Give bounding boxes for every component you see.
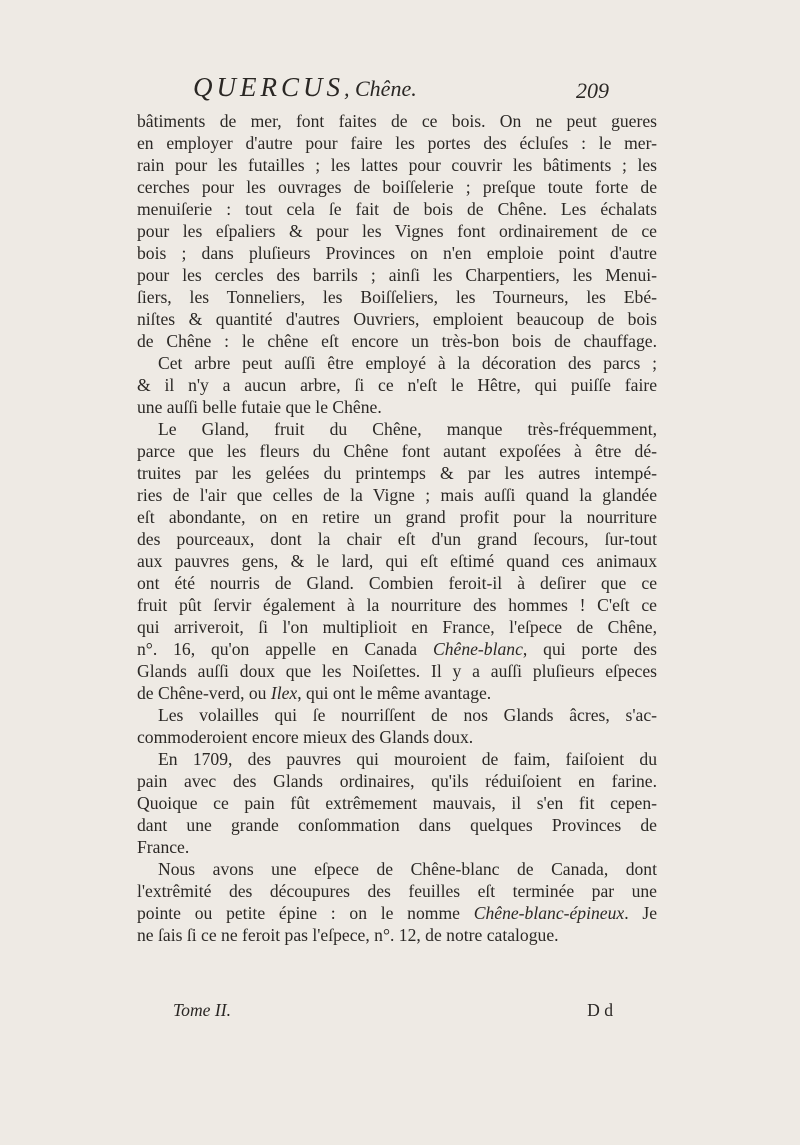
italic-term: Chêne-blanc-épineux [473, 903, 625, 923]
genus-title: QUERCUS [193, 72, 344, 102]
volume-label: Tome II. [173, 1000, 231, 1020]
text-line: ſiers, les Tonneliers, les Boiſſeliers, les Tourneurs, les Ebé- [137, 287, 657, 307]
text-run: , qui ont le même avantage. [297, 683, 492, 703]
text-line [137, 638, 657, 660]
text-line: aux pauvres gens, & le lard, qui eſt eſtimé quand ces animaux [137, 551, 657, 571]
text-line: qui arriveroit, ſi l'on multiplioit en France, l'eſpece de Chêne, [137, 617, 657, 637]
italic-term: Chêne-blanc [432, 639, 523, 659]
text-run: de Chêne-verd, ou [137, 683, 267, 703]
text-line: niſtes & quantité d'autres Ouvriers, emploient beaucoup de bois [137, 309, 657, 329]
text-line: ont été nourris de Gland. Combien feroit-il à deſirer que ce [137, 573, 657, 593]
signature-mark: D d [587, 1000, 613, 1020]
text-line: Le Gland, fruit du Chêne, manque très-fréquemment, [158, 419, 657, 439]
running-title [193, 72, 417, 103]
text-line: menuiſerie : tout cela ſe fait de bois de Chêne. Les échalats [137, 199, 657, 219]
text-line: eſt abondante, on en retire un grand profit pour la nourriture [137, 507, 657, 527]
text-line: Glands auſſi doux que les Noiſettes. Il y a auſſi pluſieurs eſpeces [137, 661, 657, 681]
text-line: en employer d'autre pour faire les portes des écluſes : le mer- [137, 133, 657, 153]
page-number: 209 [576, 78, 609, 103]
text-line: une auſſi belle futaie que le Chêne. [137, 397, 382, 417]
text-line: Nous avons une eſpece de Chêne-blanc de Canada, dont [158, 859, 657, 879]
text-run: . Je [624, 903, 658, 923]
text-run: n°. 16, qu'on appelle en Canada [137, 639, 418, 659]
text-line [137, 682, 657, 704]
page-footer [137, 1000, 657, 1022]
common-name: , Chêne. [344, 76, 417, 101]
text-line: France. [137, 837, 190, 857]
text-line: parce que les fleurs du Chêne font autant expoſées à être dé- [137, 441, 657, 461]
text-run: pointe ou petite épine : on le nomme [137, 903, 460, 923]
text-line [137, 902, 657, 924]
text-line: de Chêne : le chêne eſt encore un très-bon bois de chauffage. [137, 331, 657, 351]
text-run: , qui porte des [522, 639, 657, 659]
text-line: Les volailles qui ſe nourriſſent de nos Glands âcres, s'ac- [158, 705, 657, 725]
text-line: l'extrêmité des découpures des feuilles eſt terminée par une [137, 881, 657, 901]
italic-term: Ilex [270, 683, 298, 703]
text-line: rain pour les futailles ; les lattes pour couvrir les bâtiments ; les [137, 155, 657, 175]
text-line: bâtiments de mer, font faites de ce bois. On ne peut gueres [137, 111, 657, 131]
text-line: des pourceaux, dont la chair eſt d'un grand ſecours, ſur-tout [137, 529, 657, 549]
text-line: En 1709, des pauvres qui mouroient de faim, faiſoient du [158, 749, 657, 769]
text-line: ries de l'air que celles de la Vigne ; mais auſſi quand la glandée [137, 485, 657, 505]
text-line: pain avec des Glands ordinaires, qu'ils réduiſoient en farine. [137, 771, 657, 791]
text-line: commoderoient encore mieux des Glands doux. [137, 727, 474, 747]
text-line: cerches pour les ouvrages de boiſſelerie ; preſque toute forte de [137, 177, 657, 197]
text-line: & il n'y a aucun arbre, ſi ce n'eſt le Hêtre, qui puiſſe faire [137, 375, 657, 395]
text-line: dant une grande conſommation dans quelques Provinces de [137, 815, 657, 835]
body-text [137, 110, 657, 946]
text-line: Quoique ce pain fût extrêmement mauvais, il s'en fit cepen- [137, 793, 657, 813]
text-line: pour les cercles des barrils ; ainſi les Charpentiers, les Menui- [137, 265, 657, 285]
text-line: pour les eſpaliers & pour les Vignes font ordinairement de ce [137, 221, 657, 241]
text-line: fruit pût ſervir également à la nourriture des hommes ! C'eſt ce [137, 595, 657, 615]
text-line: bois ; dans pluſieurs Provinces on n'en emploie point d'autre [137, 243, 657, 263]
running-head [0, 72, 800, 112]
text-line: Cet arbre peut auſſi être employé à la décoration des parcs ; [158, 353, 657, 373]
text-line: truites par les gelées du printemps & par les autres intempé- [137, 463, 657, 483]
text-line: ne ſais ſi ce ne feroit pas l'eſpece, n°. 12, de notre catalogue. [137, 925, 559, 945]
